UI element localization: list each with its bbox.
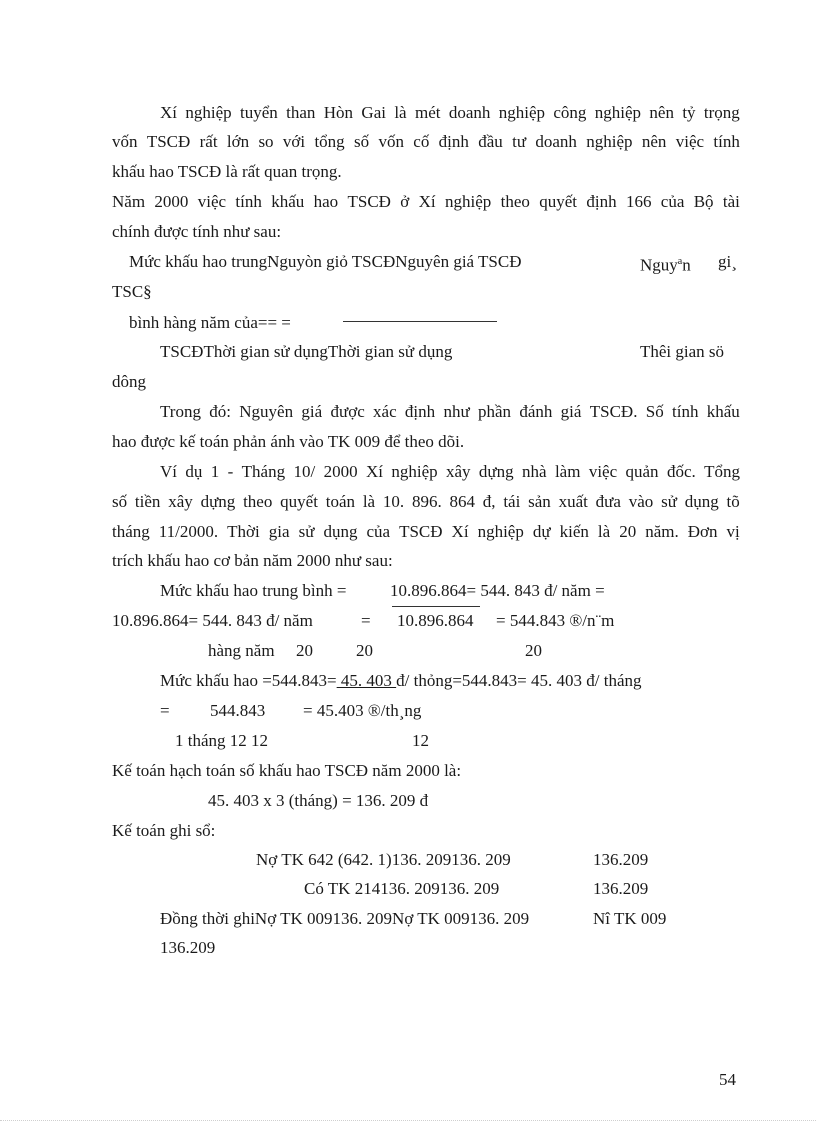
word: nên <box>649 103 674 122</box>
word: tổng <box>314 132 345 151</box>
word: Hòn <box>323 103 354 122</box>
word: nghiệp <box>586 132 633 151</box>
word: vốn <box>112 132 138 151</box>
word: nghiệp <box>498 103 546 122</box>
calc1-row2-left: 10.896.864= 544. 843 đ/ năm <box>112 611 313 630</box>
calc1-row2-result: = 544.843 ®/n¨m <box>496 611 615 630</box>
entry-credit-amount: 136.209 <box>593 879 649 898</box>
calc3-result: 45. 403 x 3 (tháng) = 136. 209 đ <box>208 791 429 810</box>
word: quản <box>625 462 659 481</box>
word: số <box>112 492 128 511</box>
word: rất <box>199 132 218 151</box>
word: 2000 <box>154 192 189 211</box>
formula1-fraction-line <box>343 321 497 322</box>
word: Tổng <box>704 462 740 481</box>
formula1-row4-left: TSCĐThời gian sử dụngThời gian sử dụng <box>160 342 453 361</box>
calc2-row3-left: 1 tháng 12 12 <box>175 731 269 750</box>
word: tõ <box>726 492 740 511</box>
word: là <box>394 103 407 122</box>
word: tư <box>512 132 527 151</box>
word: nên <box>641 132 667 151</box>
word: so <box>258 132 274 151</box>
word: 10/ <box>293 462 316 481</box>
word: 2000 <box>323 462 358 481</box>
word: đưa <box>595 492 621 511</box>
para1-line2 <box>112 132 740 152</box>
word: Xí <box>418 192 436 211</box>
calc1-row3-label: hàng năm <box>208 641 275 660</box>
word: đó: <box>209 402 231 421</box>
word: sản <box>528 492 551 511</box>
word: dụng <box>684 492 719 511</box>
calc2-row2-numerator: 544.843 <box>210 701 266 720</box>
entry-credit: Có TK 214136. 209136. 209 <box>304 879 500 898</box>
word: tính <box>235 192 262 211</box>
para2-line1 <box>112 192 740 212</box>
word: đốc. <box>666 462 696 481</box>
word: nghiệp <box>477 522 524 541</box>
word: Nguyên <box>239 402 294 421</box>
word: tài <box>722 192 740 211</box>
word: kiến <box>559 522 589 541</box>
calc2-row3-right: 12 <box>412 731 429 750</box>
formula1-row5: dông <box>112 372 146 391</box>
para4-line3 <box>112 522 740 542</box>
word: dụng <box>323 522 358 541</box>
word: doanh <box>448 103 491 122</box>
calc1-row3-d1: 20 <box>296 641 313 660</box>
word: toán <box>325 492 356 511</box>
para4-line4: trích khấu hao cơ bản năm 2000 như sau: <box>112 551 393 570</box>
word: tháng <box>112 522 150 541</box>
word: ở <box>400 192 410 211</box>
formula1-row1-sup: a <box>677 256 683 267</box>
word: doanh <box>535 132 577 151</box>
word: khấu <box>271 192 305 211</box>
formula1-row3: bình hàng năm của== = <box>129 313 291 332</box>
calc2-row1-underlined: 45. 403 <box>336 671 397 690</box>
word: Bộ <box>693 192 714 211</box>
word: tuyển <box>240 103 278 122</box>
word: Số <box>645 402 664 421</box>
word: khấu <box>706 402 740 421</box>
word: Gai <box>361 103 386 122</box>
word: gia <box>268 522 290 541</box>
word: theo <box>500 192 530 211</box>
word: quyết <box>280 492 318 511</box>
calc1-row3-d2: 20 <box>356 641 373 660</box>
calc1-row3-d3: 20 <box>525 641 542 660</box>
formula1-row4-right: Thêi gian sö <box>640 342 725 361</box>
word: dự <box>532 522 551 541</box>
formula1-row1-mid: Nguy$^a$n <box>640 255 691 275</box>
para4-line2 <box>112 492 740 512</box>
word: tiền <box>134 492 161 511</box>
word: nhà <box>522 462 547 481</box>
word: Năm <box>112 192 146 211</box>
page-number: 54 <box>719 1070 736 1089</box>
word: 20 <box>619 522 637 541</box>
calc1-row2-numerator: 10.896.864 <box>397 611 474 630</box>
word: đầu <box>478 132 503 151</box>
word: 10. <box>382 492 405 511</box>
entry-simultaneous-account: Nî TK 009 <box>593 909 667 928</box>
word: dựng <box>478 462 514 481</box>
para1-line1 <box>160 103 740 123</box>
word: Thời <box>227 522 260 541</box>
word: tính <box>713 132 740 151</box>
word: được <box>330 402 365 421</box>
word: 1 <box>210 462 220 481</box>
word: với <box>282 132 306 151</box>
word: giá <box>560 402 582 421</box>
word: sử <box>298 522 315 541</box>
word: mét <box>414 103 441 122</box>
word: xây <box>446 462 471 481</box>
word: là <box>362 492 376 511</box>
calc1-fraction-line <box>392 606 480 607</box>
word: giá <box>301 402 323 421</box>
word: TSCĐ <box>347 192 391 211</box>
word: định <box>404 402 436 421</box>
formula1-row2: TSC§ <box>112 282 152 301</box>
formula1-row1-right: gi¸ <box>718 252 737 271</box>
entry-simultaneous: Đồng thời ghiNợ TK 009136. 209Nợ TK 009136. 209 <box>160 909 530 928</box>
word: - <box>227 462 234 481</box>
word: nghiệp <box>391 462 438 481</box>
calc2-row1: Mức khấu hao =544.843= 45. 403 đ/ thỏng=544.843= 45. 403 đ/ tháng <box>160 671 642 690</box>
word: việc <box>588 462 618 481</box>
formula1-row1-left: Mức khấu hao trungNguyòn giỏ TSCĐNguyên giá TSCĐ <box>129 252 522 271</box>
word: tính <box>672 402 699 421</box>
word: là <box>597 522 611 541</box>
word: 896. <box>411 492 442 511</box>
word: xác <box>373 402 397 421</box>
calc2-row2-result: = 45.403 ®/th¸ng <box>303 701 422 720</box>
para3-line2: hao được kế toán phản ánh vào TK 009 để theo dõi. <box>112 432 465 451</box>
word: làm <box>554 462 581 481</box>
word: TSCĐ <box>399 522 443 541</box>
calc1-row2-equals: = <box>361 611 371 630</box>
word: số <box>354 132 370 151</box>
footer-dotted-line <box>0 1120 816 1121</box>
word: vị <box>726 522 740 541</box>
word: Xí <box>365 462 383 481</box>
word: định <box>586 192 617 211</box>
calc1-row1-value: 10.896.864= 544. 843 đ/ năm = <box>390 581 605 600</box>
word: Xí <box>160 103 177 122</box>
para2-line2: chính được tính như sau: <box>112 222 282 241</box>
calc1-row1-label: Mức khấu hao trung bình = <box>160 581 347 600</box>
word: Xí <box>451 522 469 541</box>
word: theo <box>243 492 273 511</box>
word: nghiệp <box>444 192 492 211</box>
word: cố <box>413 132 430 151</box>
word: Đơn <box>687 522 718 541</box>
word: của <box>660 192 685 211</box>
word: TSCĐ <box>146 132 191 151</box>
word: tỷ <box>682 103 696 122</box>
entry-debit-amount: 136.209 <box>593 850 649 869</box>
word: tái <box>503 492 521 511</box>
word: than <box>286 103 316 122</box>
word: vốn <box>378 132 404 151</box>
word: nghiệp <box>185 103 232 122</box>
word: đánh <box>519 402 553 421</box>
word: của <box>366 522 391 541</box>
word: xây <box>168 492 193 511</box>
word: 864 <box>449 492 475 511</box>
word: sử <box>661 492 677 511</box>
word: TSCĐ. <box>589 402 638 421</box>
word: 166 <box>625 192 652 211</box>
word: quyết <box>539 192 578 211</box>
word: dụ <box>185 462 203 481</box>
word: Tháng <box>241 462 286 481</box>
calc3-intro: Kế toán hạch toán số khấu hao TSCĐ năm 2000 là: <box>112 761 462 780</box>
calc2-row2-equals: = <box>160 701 170 720</box>
entry-debit: Nợ TK 642 (642. 1)136. 209136. 209 <box>256 850 511 869</box>
word: phần <box>477 402 512 421</box>
entries-intro: Kế toán ghi sổ: <box>112 821 216 840</box>
word: việc <box>675 132 705 151</box>
word: định <box>438 132 469 151</box>
word: vào <box>628 492 654 511</box>
word: 11/2000. <box>158 522 219 541</box>
word: xuất <box>558 492 588 511</box>
word: nghiệp <box>594 103 642 122</box>
para4-line1 <box>160 462 740 482</box>
para3-line1 <box>160 402 740 422</box>
word: việc <box>197 192 227 211</box>
word: trọng <box>703 103 740 122</box>
para1-line3: khấu hao TSCĐ là rất quan trọng. <box>112 162 342 181</box>
word: đ, <box>482 492 496 511</box>
word: như <box>443 402 470 421</box>
word: hao <box>313 192 339 211</box>
word: năm. <box>645 522 679 541</box>
word: dựng <box>200 492 236 511</box>
word: Ví <box>160 462 177 481</box>
word: lớn <box>226 132 250 151</box>
word: công <box>553 103 587 122</box>
word: Trong <box>160 402 201 421</box>
entry-simultaneous-amount: 136.209 <box>160 938 216 957</box>
